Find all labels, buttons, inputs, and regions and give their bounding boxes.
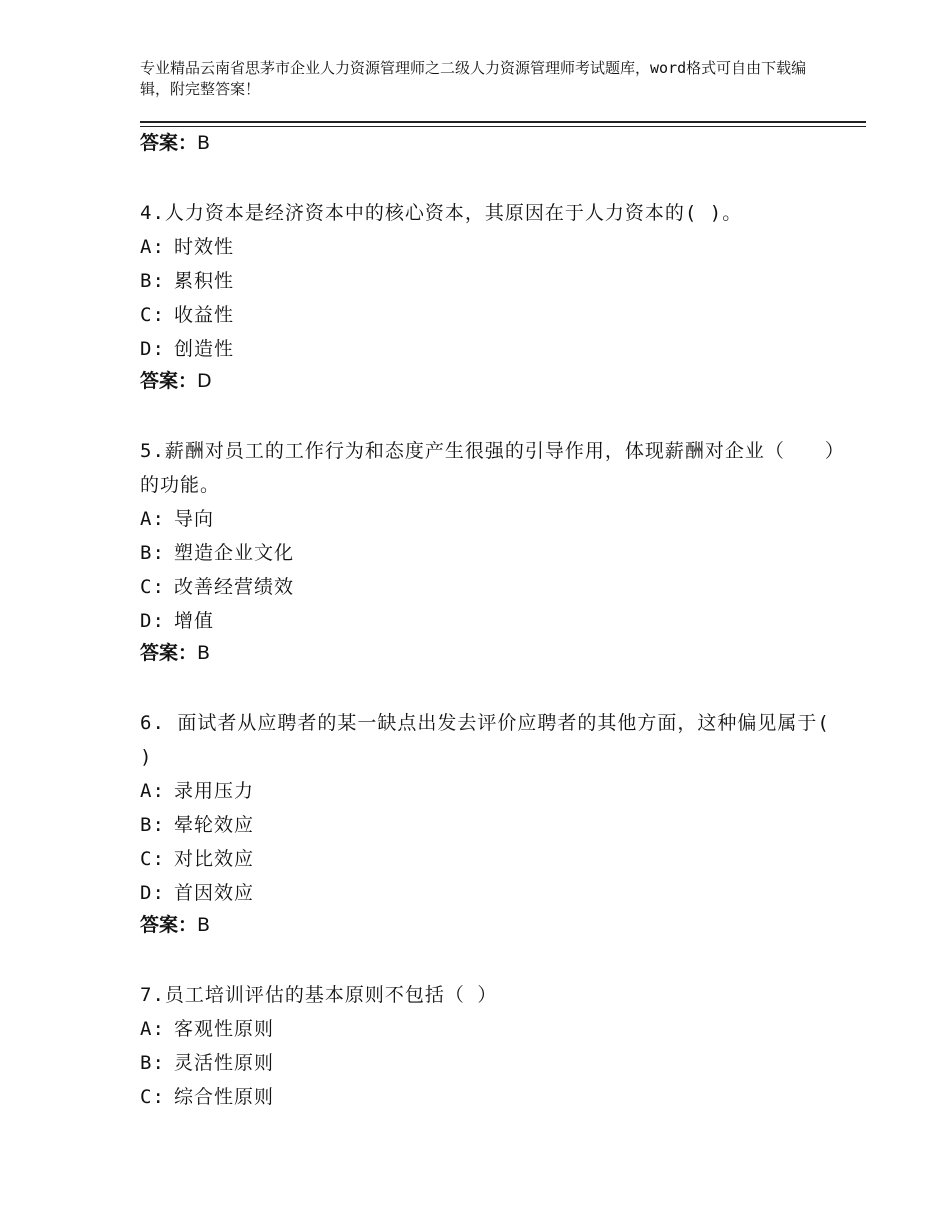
answer-line xyxy=(140,910,840,940)
header-rule-thick xyxy=(140,121,866,123)
option-text: 累积性 xyxy=(174,270,235,292)
question-text: 4.人力资本是经济资本中的核心资本，其原因在于人力资本的( )。 xyxy=(140,202,743,224)
option-item xyxy=(140,842,840,876)
answer-line xyxy=(140,638,840,668)
option-key: C: xyxy=(140,848,165,870)
option-text: 首因效应 xyxy=(174,882,255,904)
answer-label: 答案： xyxy=(140,642,198,664)
option-text: 灵活性原则 xyxy=(174,1052,275,1074)
question-text: 7.员工培训评估的基本原则不包括（ ） xyxy=(140,984,498,1006)
option-key: C: xyxy=(140,304,165,326)
header-rule-thin xyxy=(140,126,866,127)
question-text: 5.薪酬对员工的工作行为和态度产生很强的引导作用，体现薪酬对企业（ ）的功能。 xyxy=(140,440,836,496)
option-item xyxy=(140,332,840,366)
option-key: B: xyxy=(140,542,165,564)
question-block xyxy=(140,978,840,1114)
answer-label: 答案： xyxy=(140,132,198,154)
option-text: 收益性 xyxy=(174,304,235,326)
option-text: 创造性 xyxy=(174,338,235,360)
option-item xyxy=(140,230,840,264)
option-key: D: xyxy=(140,338,165,360)
option-key: C: xyxy=(140,576,165,598)
question-list xyxy=(140,128,840,1114)
option-key: C: xyxy=(140,1086,165,1108)
option-key: A: xyxy=(140,508,165,530)
answer-line xyxy=(140,128,840,158)
option-item xyxy=(140,264,840,298)
option-item xyxy=(140,808,840,842)
option-item xyxy=(140,1080,840,1114)
answer-value: B xyxy=(197,642,211,664)
document-header: 专业精品云南省思茅市企业人力资源管理师之二级人力资源管理师考试题库，word格式可自由下载编辑，附完整答案！ xyxy=(140,59,807,98)
answer-label: 答案： xyxy=(140,914,198,936)
option-key: A: xyxy=(140,236,165,258)
questions-container xyxy=(140,196,840,1114)
option-item xyxy=(140,774,840,808)
option-key: D: xyxy=(140,610,165,632)
answer-value: D xyxy=(197,370,212,392)
option-text: 晕轮效应 xyxy=(174,814,255,836)
option-item xyxy=(140,570,840,604)
option-item xyxy=(140,1046,840,1080)
answer-line xyxy=(140,366,840,396)
option-key: D: xyxy=(140,882,165,904)
option-text: 导向 xyxy=(174,508,215,530)
option-item xyxy=(140,876,840,910)
option-key: B: xyxy=(140,1052,165,1074)
question-block xyxy=(140,706,840,940)
option-text: 对比效应 xyxy=(174,848,255,870)
option-item xyxy=(140,536,840,570)
option-text: 录用压力 xyxy=(174,780,255,802)
option-key: B: xyxy=(140,814,165,836)
option-text: 综合性原则 xyxy=(174,1086,275,1108)
option-item xyxy=(140,298,840,332)
option-key: A: xyxy=(140,1018,165,1040)
answer-value: B xyxy=(197,914,211,936)
option-text: 时效性 xyxy=(174,236,235,258)
option-item xyxy=(140,502,840,536)
option-text: 客观性原则 xyxy=(174,1018,275,1040)
answer-label: 答案： xyxy=(140,370,198,392)
option-item xyxy=(140,1012,840,1046)
question-text: 6. 面试者从应聘者的某一缺点出发去评价应聘者的其他方面，这种偏见属于( ) xyxy=(140,712,830,768)
option-text: 增值 xyxy=(174,610,215,632)
option-key: A: xyxy=(140,780,165,802)
option-text: 塑造企业文化 xyxy=(174,542,295,564)
question-block xyxy=(140,196,840,396)
option-item xyxy=(140,604,840,638)
option-key: B: xyxy=(140,270,165,292)
answer-value: B xyxy=(197,132,211,154)
question-block xyxy=(140,434,840,668)
option-text: 改善经营绩效 xyxy=(174,576,295,598)
